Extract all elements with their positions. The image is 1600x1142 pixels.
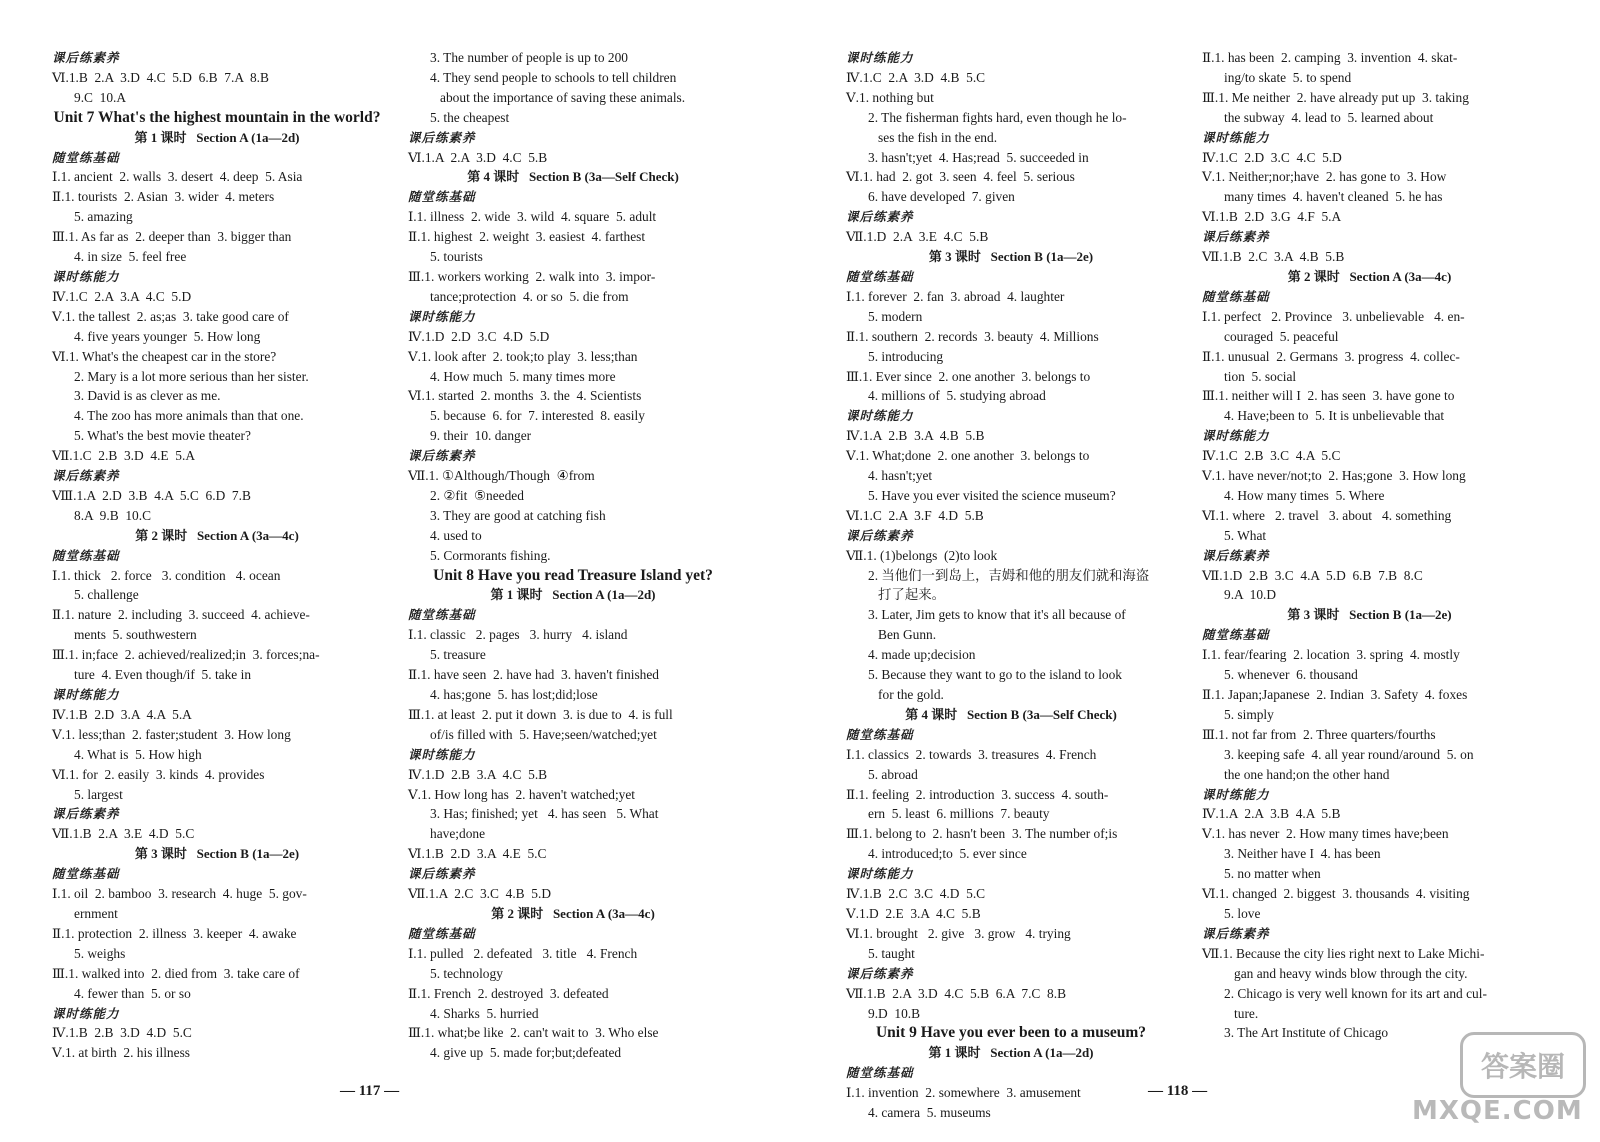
answer-line: Ⅱ.1. feeling 2. introduction 3. success 4. south-: [846, 786, 1109, 802]
answer-line: Ⅴ.1. How long has 2. haven't watched;yet: [408, 786, 636, 802]
answer-line: Ⅴ.1. the tallest 2. as;as 3. take good care of: [52, 308, 289, 324]
answer-line: Ⅰ.1. forever 2. fan 3. abroad 4. laughter: [846, 288, 1065, 304]
answer-line: Ⅶ.1.D 2.B 3.C 4.A 5.D 6.B 7.B 8.C: [1202, 567, 1423, 583]
answer-line: have;done: [430, 826, 486, 842]
answer-line: Ⅲ.1. neither will I 2. has seen 3. have gone to: [1202, 388, 1455, 404]
answer-line: Ⅲ.1. As far as 2. deeper than 3. bigger than: [52, 229, 292, 245]
answer-line: Ⅱ.1. highest 2. weight 3. easiest 4. farthest: [408, 229, 646, 245]
section-label: 随堂练基础: [408, 925, 476, 941]
answer-line: Ⅰ.1. pulled 2. defeated 3. title 4. French: [408, 945, 638, 961]
answer-line: Ⅵ.1. changed 2. biggest 3. thousands 4. visiting: [1202, 886, 1470, 902]
answer-line: Ⅴ.1. What;done 2. one another 3. belongs to: [846, 448, 1090, 464]
section-label: 随堂练基础: [846, 1065, 914, 1081]
answer-line: 5. Have you ever visited the science museum?: [868, 487, 1116, 503]
lesson-heading: 第 2 课时 Section A (3a—4c): [491, 905, 655, 921]
section-label: 课时练能力: [846, 866, 914, 882]
answer-line: Ⅶ.1.B 2.A 3.E 4.D 5.C: [52, 826, 195, 842]
answer-line: 8.A 9.B 10.C: [74, 507, 152, 523]
section-label: 课时练能力: [846, 408, 914, 424]
answer-line: Ⅱ.1. have seen 2. have had 3. haven't finished: [408, 667, 659, 683]
section-label: 随堂练基础: [408, 607, 476, 623]
answer-line: 5. Cormorants fishing.: [430, 547, 551, 563]
answer-line: 2. 当他们一到岛上，吉姆和他的朋友们就和海盗: [868, 567, 1150, 583]
answer-line: ture 4. Even though/if 5. take in: [74, 667, 252, 683]
section-label: 课时练能力: [1202, 786, 1270, 802]
answer-line: Ⅱ.1. unusual 2. Germans 3. progress 4. collec-: [1202, 348, 1460, 364]
lesson-heading: 第 3 课时 Section B (1a—2e): [134, 846, 300, 862]
answer-line: tance;protection 4. or so 5. die from: [430, 288, 629, 304]
answer-line: Ⅰ.1. classic 2. pages 3. hurry 4. island: [408, 627, 628, 643]
answer-line: Ⅵ.1. for 2. easily 3. kinds 4. provides: [52, 766, 265, 782]
answer-line: Ⅵ.1.C 2.A 3.F 4.D 5.B: [846, 507, 984, 523]
answer-line: 4. made up;decision: [868, 647, 976, 663]
answer-line: Ⅶ.1.B 2.C 3.A 4.B 5.B: [1202, 249, 1345, 265]
answer-line: Ⅵ.1. where 2. travel 3. about 4. something: [1202, 507, 1452, 523]
answer-line: Ⅴ.1. has never 2. How many times have;been: [1202, 826, 1449, 842]
answer-line: Ⅱ.1. French 2. destroyed 3. defeated: [408, 985, 609, 1001]
answer-line: Ⅱ.1. Japan;Japanese 2. Indian 3. Safety 4. foxes: [1202, 687, 1468, 702]
answer-line: 4. The zoo has more animals than that one.: [74, 408, 304, 424]
lesson-heading: 第 2 课时 Section A (3a—4c): [1287, 268, 1452, 284]
answer-line: 6. have developed 7. given: [868, 189, 1015, 205]
section-label: 课后练素养: [846, 527, 914, 543]
answer-line: Ⅳ.1.C 2.B 3.C 4.A 5.C: [1202, 448, 1341, 464]
answer-line: Ⅲ.1. Ever since 2. one another 3. belongs to: [846, 368, 1091, 384]
answer-line: 3. The Art Institute of Chicago: [1224, 1025, 1389, 1041]
answer-line: 3. Has; finished; yet 4. has seen 5. What: [430, 806, 659, 822]
answer-line: 9. their 10. danger: [430, 428, 532, 444]
answer-column-1: [52, 48, 382, 1063]
section-label: 随堂练基础: [408, 189, 476, 205]
answer-line: 4. in size 5. feel free: [74, 249, 187, 265]
answer-line: 5. because 6. for 7. interested 8. easily: [430, 408, 645, 424]
answer-line: Ⅲ.1. at least 2. put it down 3. is due to 4. is full: [408, 706, 673, 722]
answer-column-3: [846, 48, 1176, 1123]
section-label: 随堂练基础: [1202, 288, 1270, 304]
answer-line: ernment: [74, 905, 118, 921]
section-label: 随堂练基础: [52, 547, 120, 563]
unit-title: Unit 8 Have you read Treasure Island yet?: [433, 566, 713, 584]
answer-line: Ⅳ.1.C 2.D 3.C 4.C 5.D: [1202, 149, 1342, 165]
answer-line: Ⅴ.1. look after 2. took;to play 3. less;than: [408, 348, 638, 364]
answer-line: Ⅲ.1. Me neither 2. have already put up 3. taking: [1202, 89, 1469, 105]
lesson-heading: 第 3 课时 Section B (1a—2e): [928, 249, 1094, 265]
answer-line: Ⅳ.1.B 2.C 3.C 4.D 5.C: [846, 886, 986, 902]
answer-line: 5. What: [1224, 527, 1267, 543]
section-label: 课时练能力: [846, 50, 914, 65]
answer-line: Ⅲ.1. not far from 2. Three quarters/fourths: [1202, 726, 1436, 742]
lesson-heading: 第 2 课时 Section A (3a—4c): [135, 527, 299, 543]
answer-line: 9.C 10.A: [74, 89, 127, 105]
section-label: 课后练素养: [1202, 229, 1270, 245]
answer-line: 5. introducing: [868, 348, 944, 364]
answer-line: Ⅳ.1.C 2.A 3.D 4.B 5.C: [846, 69, 986, 85]
unit-title: Unit 7 What's the highest mountain in the world?: [53, 108, 381, 126]
answer-line: tion 5. social: [1224, 368, 1297, 384]
answer-line: 3. David is as clever as me.: [74, 388, 221, 404]
lesson-heading: 第 3 课时 Section B (1a—2e): [1287, 607, 1452, 623]
section-label: 课后练素养: [52, 806, 120, 822]
answer-line: 4. Sharks 5. hurried: [430, 1005, 539, 1021]
answer-line: Ⅴ.1. less;than 2. faster;student 3. How long: [52, 726, 291, 742]
section-label: 随堂练基础: [846, 268, 914, 284]
answer-line: 4. How many times 5. Where: [1224, 487, 1385, 503]
answer-line: Ⅵ.1.A 2.A 3.D 4.C 5.B: [408, 149, 548, 165]
answer-line: 5. no matter when: [1224, 866, 1321, 882]
lesson-heading: 第 4 课时 Section B (3a—Self Check): [467, 169, 679, 185]
answer-line: Ⅰ.1. invention 2. somewhere 3. amusement: [846, 1085, 1081, 1101]
answer-line: couraged 5. peaceful: [1224, 328, 1339, 344]
answer-line: 5. simply: [1224, 706, 1274, 722]
answer-line: Ⅶ.1. Because the city lies right next to Lake Michi-: [1202, 945, 1485, 961]
answer-line: 5. modern: [868, 308, 923, 324]
answer-line: Ⅶ.1.D 2.A 3.E 4.C 5.B: [846, 229, 989, 245]
section-label: 课时练能力: [1202, 428, 1270, 444]
answer-column-4: [1202, 48, 1537, 1043]
answer-line: Ⅶ.1.A 2.C 3.C 4.B 5.D: [408, 886, 552, 902]
answer-line: Ⅷ.1.A 2.D 3.B 4.A 5.C 6.D 7.B: [52, 487, 251, 503]
answer-line: 4. introduced;to 5. ever since: [868, 846, 1027, 862]
answer-line: 4. What is 5. How high: [74, 746, 202, 762]
unit-title: Unit 9 Have you ever been to a museum?: [875, 1024, 1147, 1042]
answer-line: 5. What's the best movie theater?: [74, 428, 251, 444]
answer-line: Ⅳ.1.D 2.D 3.C 4.D 5.D: [408, 328, 550, 344]
section-label: 课时练能力: [52, 268, 120, 284]
watermark-url: MXQE.COM: [1412, 1096, 1583, 1126]
answer-line: Ⅳ.1.D 2.B 3.A 4.C 5.B: [408, 766, 548, 782]
answer-line: 3. Later, Jim gets to know that it's all because of: [868, 607, 1126, 623]
answer-line: 5. weighs: [74, 945, 126, 961]
answer-line: 5. whenever 6. thousand: [1224, 667, 1358, 683]
section-label: 课后练素养: [1202, 925, 1270, 941]
answer-line: Ⅵ.1.B 2.A 3.D 4.C 5.D 6.B 7.A 8.B: [52, 69, 269, 85]
answer-line: Ⅲ.1. belong to 2. hasn't been 3. The number of;is: [846, 826, 1118, 842]
answer-line: 4. used to: [430, 527, 482, 543]
section-label: 随堂练基础: [52, 866, 120, 882]
answer-line: Ⅴ.1. Neither;nor;have 2. has gone to 3. How: [1202, 169, 1447, 185]
page-number-right: — 118 —: [1148, 1083, 1208, 1099]
answer-line: ing/to skate 5. to spend: [1224, 69, 1352, 85]
section-label: 课时练能力: [408, 746, 476, 762]
answer-line: ses the fish in the end.: [868, 129, 998, 145]
lesson-heading: 第 4 课时 Section B (3a—Self Check): [905, 706, 1117, 722]
answer-line: about the importance of saving these animals.: [430, 89, 686, 105]
section-label: 课后练素养: [408, 448, 476, 464]
answer-line: the one hand;on the other hand: [1224, 766, 1390, 782]
answer-line: 5. technology: [430, 965, 503, 981]
answer-column-2: [408, 48, 738, 1063]
answer-line: Ⅰ.1. illness 2. wide 3. wild 4. square 5. adult: [408, 209, 657, 225]
section-label: 课后练素养: [846, 209, 914, 225]
answer-line: 5. largest: [74, 786, 123, 802]
answer-line: Ⅲ.1. walked into 2. died from 3. take care of: [52, 965, 300, 981]
answer-line: Ⅱ.1. southern 2. records 3. beauty 4. Millions: [846, 328, 1099, 344]
lesson-heading: 第 1 课时 Section A (1a—2d): [928, 1045, 1094, 1061]
answer-line: 2. ②fit ⑤needed: [430, 487, 524, 503]
answer-line: 打了起来。: [868, 587, 945, 603]
answer-line: 2. The fisherman fights hard, even though he lo-: [868, 109, 1127, 125]
section-label: 课后练素养: [846, 965, 914, 981]
answer-line: 4. give up 5. made for;but;defeated: [430, 1045, 622, 1061]
answer-line: Ⅰ.1. oil 2. bamboo 3. research 4. huge 5. gov-: [52, 886, 307, 902]
answer-line: 9.D 10.B: [868, 1005, 921, 1021]
answer-line: Ⅰ.1. perfect 2. Province 3. unbelievable 4. en-: [1202, 308, 1465, 324]
section-label: 课时练能力: [52, 1005, 120, 1021]
answer-line: 3. They are good at catching fish: [430, 507, 606, 523]
section-label: 随堂练基础: [846, 726, 914, 742]
answer-line: Ⅵ.1. What's the cheapest car in the store?: [52, 348, 277, 364]
answer-line: for the gold.: [868, 687, 944, 702]
answer-line: 4. They send people to schools to tell children: [430, 69, 677, 85]
section-label: 课后练素养: [1202, 547, 1270, 563]
answer-line: 4. five years younger 5. How long: [74, 328, 261, 344]
section-label: 课时练能力: [52, 687, 120, 702]
answer-line: Ⅲ.1. in;face 2. achieved/realized;in 3. forces;na-: [52, 647, 320, 663]
watermark-logo: 答案圈: [1460, 1032, 1586, 1098]
answer-line: Ⅳ.1.C 2.A 3.A 4.C 5.D: [52, 288, 192, 304]
section-label: 课时练能力: [408, 308, 476, 324]
answer-line: Ⅴ.1. nothing but: [846, 89, 934, 105]
answer-line: ments 5. southwestern: [74, 627, 197, 643]
answer-line: 2. Mary is a lot more serious than her sister.: [74, 368, 309, 384]
answer-line: 5. amazing: [74, 209, 133, 225]
answer-line: 5. treasure: [430, 647, 486, 663]
answer-line: Ⅶ.1. ①Although/Though ④from: [408, 468, 595, 484]
answer-line: 3. The number of people is up to 200: [430, 50, 628, 65]
section-label: 课时练能力: [1202, 129, 1270, 145]
answer-line: Ⅶ.1.B 2.A 3.D 4.C 5.B 6.A 7.C 8.B: [846, 985, 1067, 1001]
answer-line: 4. hasn't;yet: [868, 468, 933, 484]
answer-line: 5. challenge: [74, 587, 139, 603]
answer-line: 3. keeping safe 4. all year round/around 5. on: [1224, 746, 1474, 762]
answer-line: 4. Have;been to 5. It is unbelievable that: [1224, 408, 1445, 424]
answer-line: Ⅲ.1. workers working 2. walk into 3. impor-: [408, 268, 656, 284]
answer-line: 5. Because they want to go to the island to look: [868, 667, 1123, 683]
answer-line: the subway 4. lead to 5. learned about: [1224, 109, 1434, 125]
answer-line: Ⅵ.1. brought 2. give 3. grow 4. trying: [846, 925, 1071, 941]
answer-line: 3. hasn't;yet 4. Has;read 5. succeeded in: [868, 149, 1089, 165]
answer-line: Ⅵ.1.B 2.D 3.G 4.F 5.A: [1202, 209, 1342, 225]
answer-line: Ⅳ.1.A 2.A 3.B 4.A 5.B: [1202, 806, 1341, 822]
answer-line: Ben Gunn.: [868, 627, 937, 643]
answer-line: 4. has;gone 5. has lost;did;lose: [430, 687, 598, 702]
answer-line: Ⅴ.1.D 2.E 3.A 4.C 5.B: [846, 905, 981, 921]
answer-line: Ⅳ.1.A 2.B 3.A 4.B 5.B: [846, 428, 985, 444]
section-label: 课后练素养: [52, 468, 120, 484]
answer-line: many times 4. haven't cleaned 5. he has: [1224, 189, 1443, 205]
answer-line: 4. fewer than 5. or so: [74, 985, 191, 1001]
answer-line: Ⅳ.1.B 2.B 3.D 4.D 5.C: [52, 1025, 192, 1041]
answer-line: Ⅰ.1. thick 2. force 3. condition 4. ocean: [52, 567, 281, 583]
section-label: 课后练素养: [408, 129, 476, 145]
section-label: 随堂练基础: [52, 149, 120, 165]
watermark: [1396, 1026, 1586, 1126]
answer-line: Ⅶ.1. (1)belongs (2)to look: [846, 547, 998, 563]
answer-line: 3. Neither have I 4. has been: [1224, 846, 1381, 862]
answer-line: 9.A 10.D: [1224, 587, 1277, 603]
answer-line: 5. abroad: [868, 766, 918, 782]
answer-line: Ⅰ.1. ancient 2. walls 3. desert 4. deep 5. Asia: [52, 169, 303, 185]
answer-line: Ⅶ.1.C 2.B 3.D 4.E 5.A: [52, 448, 196, 464]
answer-line: Ⅲ.1. what;be like 2. can't wait to 3. Who else: [408, 1025, 659, 1041]
answer-line: Ⅵ.1.B 2.D 3.A 4.E 5.C: [408, 846, 547, 862]
answer-line: 5. the cheapest: [430, 109, 510, 125]
answer-line: Ⅵ.1. started 2. months 3. the 4. Scientists: [408, 388, 642, 404]
answer-line: ture.: [1224, 1005, 1259, 1021]
answer-line: 4. How much 5. many times more: [430, 368, 616, 384]
section-label: 课后练素养: [52, 50, 120, 65]
page-number-left: — 117 —: [340, 1083, 400, 1099]
answer-line: Ⅱ.1. has been 2. camping 3. invention 4. skat-: [1202, 50, 1458, 65]
answer-line: Ⅴ.1. at birth 2. his illness: [52, 1045, 190, 1061]
answer-line: Ⅱ.1. protection 2. illness 3. keeper 4. awake: [52, 925, 297, 941]
answer-line: Ⅱ.1. nature 2. including 3. succeed 4. achieve-: [52, 607, 310, 623]
section-label: 随堂练基础: [1202, 627, 1270, 643]
answer-line: Ⅳ.1.B 2.D 3.A 4.A 5.A: [52, 706, 192, 722]
answer-line: gan and heavy winds blow through the city.: [1224, 965, 1468, 981]
answer-line: Ⅵ.1. had 2. got 3. seen 4. feel 5. serious: [846, 169, 1075, 185]
section-label: 课后练素养: [408, 866, 476, 882]
answer-line: 5. taught: [868, 945, 915, 961]
answer-line: Ⅴ.1. have never/not;to 2. Has;gone 3. How long: [1202, 468, 1466, 484]
answer-line: ern 5. least 6. millions 7. beauty: [868, 806, 1050, 822]
answer-line: Ⅱ.1. tourists 2. Asian 3. wider 4. meters: [52, 189, 275, 205]
answer-line: Ⅰ.1. fear/fearing 2. location 3. spring 4. mostly: [1202, 647, 1460, 663]
answer-line: Ⅰ.1. classics 2. towards 3. treasures 4. French: [846, 746, 1097, 762]
lesson-heading: 第 1 课时 Section A (1a—2d): [490, 587, 656, 603]
answer-line: of/is filled with 5. Have;seen/watched;yet: [430, 726, 657, 742]
answer-line: 4. millions of 5. studying abroad: [868, 388, 1046, 404]
answer-line: 5. love: [1224, 905, 1261, 921]
answer-line: 2. Chicago is very well known for its art and cul-: [1224, 985, 1487, 1001]
answer-line: 5. tourists: [430, 249, 483, 265]
lesson-heading: 第 1 课时 Section A (1a—2d): [134, 129, 300, 145]
answer-line: 4. camera 5. museums: [868, 1105, 991, 1121]
